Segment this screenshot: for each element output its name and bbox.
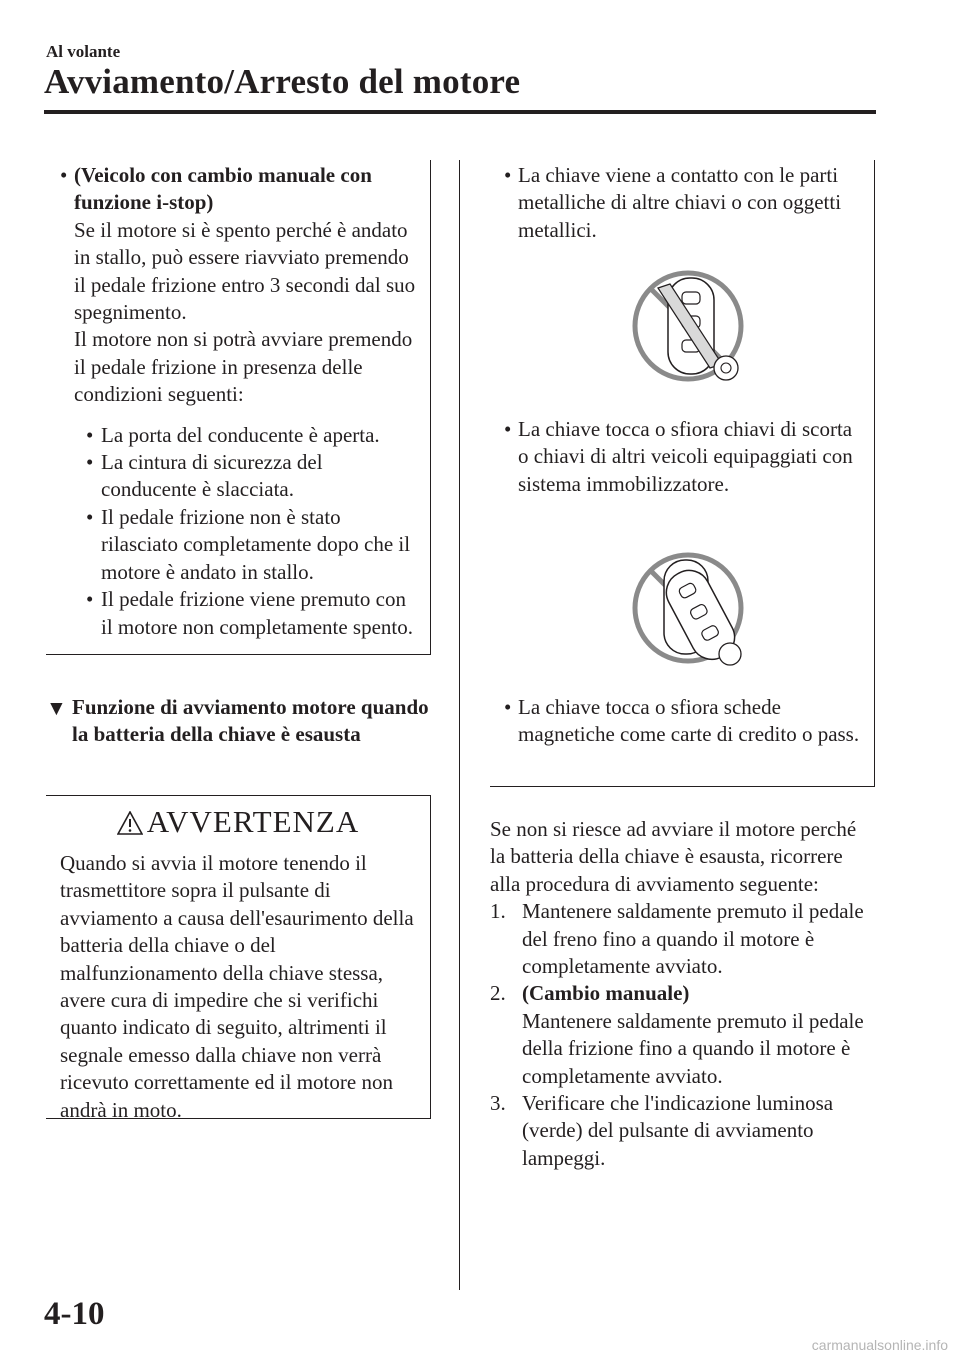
istop-note-box	[46, 160, 431, 655]
section-label: Al volante	[46, 42, 121, 61]
procedure-step: 3. Verificare che l'indicazione luminosa (verde) del pulsante di avviamento lampeggi.	[490, 1091, 834, 1170]
watermark: carmanualsonline.info	[811, 1337, 948, 1353]
spare-key-contact-illustration	[630, 550, 760, 680]
interference-item: • La chiave viene a contatto con le parti metalliche di altre chiavi o con oggetti metallici.	[504, 163, 842, 242]
procedure-step: 2. (Cambio manuale) Mantenere saldamente premuto il pedale della frizione fino a quando il motore è completamente avviato.	[490, 981, 864, 1088]
warning-text: Quando si avvia il motore tenendo il trasmettitore sopra il pulsante di avviamento a causa dell'esaurimento della batteria della chiave o del malfunzionamento della chiave stessa, avere cura di impedire che si verifichi quanto indicato di seguito, altrimenti il segnale emesso dalla chiave non verrà ricevuto correttamente ed il motore non andrà in moto.	[60, 851, 414, 1122]
condition-item: • Il pedale frizione non è stato rilasciato completamente dopo che il motore è andato in stallo.	[86, 504, 411, 584]
condition-item: • La porta del conducente è aperta.	[86, 422, 380, 447]
header-rule	[44, 110, 876, 114]
key-interference-box	[490, 160, 875, 787]
interference-item: • La chiave tocca o sfiora chiavi di scorta o chiavi di altri veicoli equipaggiati con sistema immobilizzatore.	[504, 417, 853, 496]
warning-icon	[117, 811, 143, 835]
istop-bullet-text2: Il motore non si potrà avviare premendo il pedale frizione in presenza delle condizioni seguenti:	[74, 327, 413, 407]
warning-box	[46, 795, 431, 1122]
page-number: 4-10	[44, 1296, 105, 1332]
warning-title	[46, 804, 430, 840]
condition-item: • Il pedale frizione viene premuto con il motore non completamente spento.	[86, 587, 414, 639]
warning-title-text: AVVERTENZA	[146, 804, 360, 839]
procedure	[490, 816, 874, 1172]
interference-item: • La chiave tocca o sfiora schede magnetiche come carte di credito o pass.	[504, 695, 860, 747]
procedure-intro: Se non si riesce ad avviare il motore perché la batteria della chiave è esausta, ricorrere alla procedura di avviamento seguente:	[490, 817, 857, 896]
conditions-list	[74, 422, 418, 641]
page-title: Avviamento/Arresto del motore	[44, 62, 521, 101]
subheading-text: Funzione di avviamento motore quando la batteria della chiave è esausta	[72, 695, 429, 746]
procedure-step: 1. Mantenere saldamente premuto il pedale del freno fino a quando il motore è completamente avviato.	[490, 899, 864, 979]
istop-bullet	[46, 162, 418, 641]
bullet-dot: •	[60, 163, 68, 187]
column-divider	[459, 160, 460, 1290]
istop-bullet-title: (Veicolo con cambio manuale con funzione i-stop)	[74, 163, 372, 215]
istop-bullet-text: Se il motore si è spento perché è andato in stallo, può essere riavviato premendo il pedale frizione entro 3 secondi dal suo spegnimento.	[74, 217, 416, 325]
condition-item: • La cintura di sicurezza del conducente è slacciata.	[86, 450, 323, 502]
key-metal-contact-illustration	[630, 268, 760, 398]
triangle-icon: ▼	[46, 696, 67, 720]
